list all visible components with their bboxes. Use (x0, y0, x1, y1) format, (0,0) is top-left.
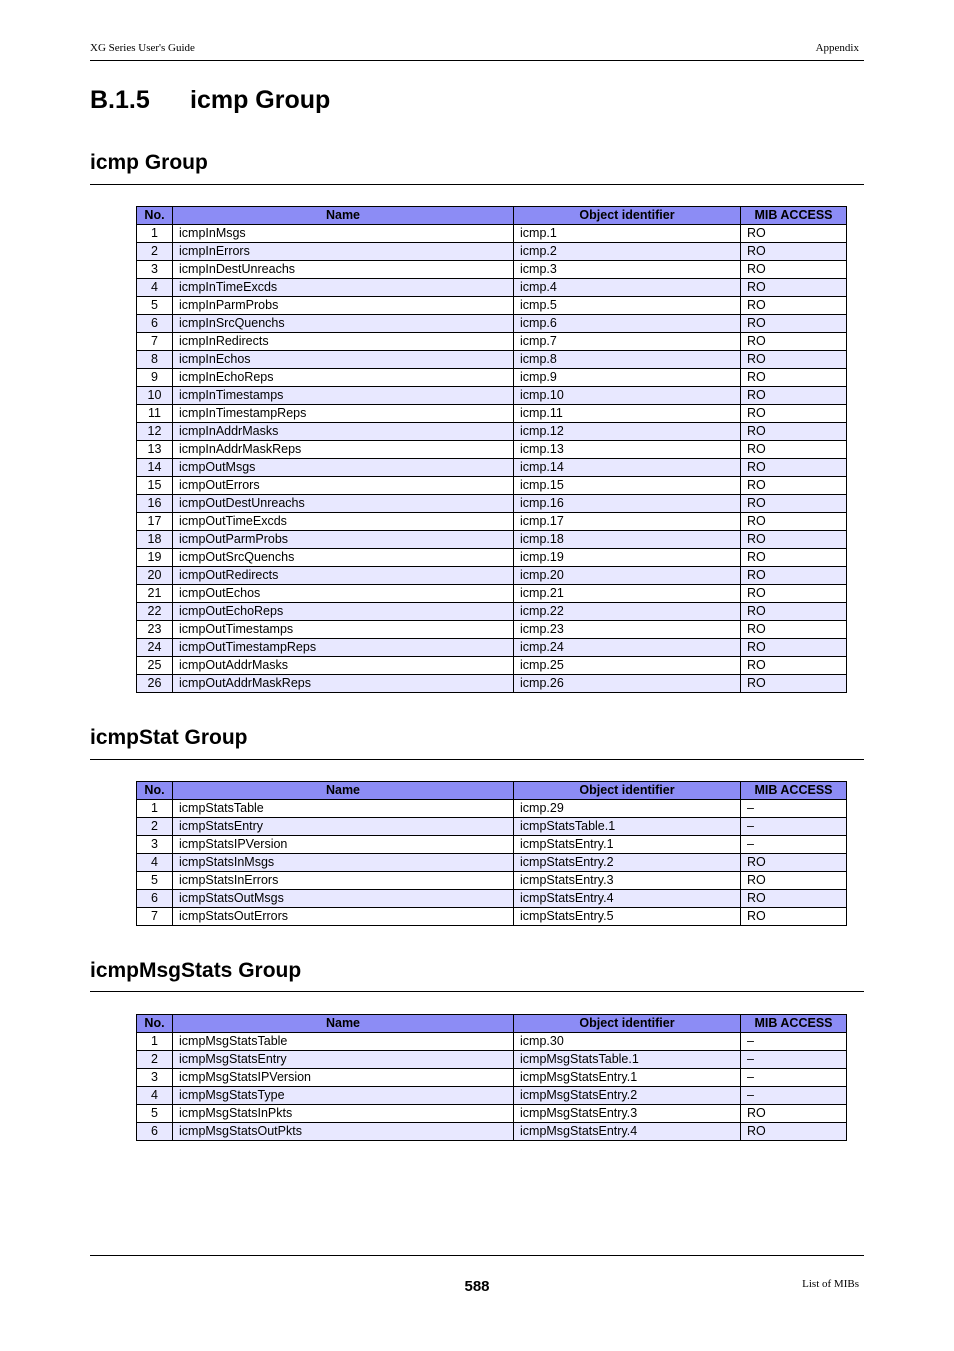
table-row (137, 1069, 847, 1087)
cell-access: RO (741, 531, 847, 549)
cell-oid: icmpStatsTable.1 (514, 818, 741, 836)
cell-oid: icmp.4 (514, 279, 741, 297)
table-row (137, 279, 847, 297)
cell-name: icmpStatsIPVersion (173, 836, 514, 854)
col-header-no: No. (137, 782, 173, 800)
cell-name: icmpOutEchoReps (173, 603, 514, 621)
table-row (137, 315, 847, 333)
cell-no: 11 (137, 405, 173, 423)
cell-no: 5 (137, 1105, 173, 1123)
table-row (137, 1105, 847, 1123)
table-row (137, 351, 847, 369)
table-row (137, 800, 847, 818)
cell-no: 6 (137, 315, 173, 333)
cell-access: – (741, 836, 847, 854)
cell-no: 4 (137, 854, 173, 872)
section-title-icmpstat: icmpStat Group (90, 726, 248, 749)
table-row (137, 441, 847, 459)
cell-name: icmpMsgStatsInPkts (173, 1105, 514, 1123)
section-title-icmpmsgstats: icmpMsgStats Group (90, 959, 302, 982)
cell-no: 5 (137, 872, 173, 890)
cell-name: icmpInParmProbs (173, 297, 514, 315)
cell-name: icmpMsgStatsEntry (173, 1051, 514, 1069)
table-row (137, 477, 847, 495)
col-header-access: MIB ACCESS (741, 207, 847, 225)
cell-name: icmpStatsInErrors (173, 872, 514, 890)
cell-oid: icmpStatsEntry.4 (514, 890, 741, 908)
cell-access: RO (741, 890, 847, 908)
cell-oid: icmp.11 (514, 405, 741, 423)
cell-access: RO (741, 423, 847, 441)
table-row (137, 818, 847, 836)
table-row (137, 513, 847, 531)
col-header-name: Name (173, 1015, 514, 1033)
cell-name: icmpOutSrcQuenchs (173, 549, 514, 567)
cell-oid: icmpStatsEntry.5 (514, 908, 741, 926)
table-row (137, 621, 847, 639)
cell-name: icmpMsgStatsIPVersion (173, 1069, 514, 1087)
table-row (137, 567, 847, 585)
cell-no: 2 (137, 1051, 173, 1069)
cell-access: RO (741, 603, 847, 621)
cell-access: RO (741, 261, 847, 279)
cell-no: 8 (137, 351, 173, 369)
table-row (137, 1033, 847, 1051)
cell-access: RO (741, 1123, 847, 1141)
cell-access: RO (741, 225, 847, 243)
cell-access: RO (741, 405, 847, 423)
cell-access: RO (741, 351, 847, 369)
cell-name: icmpInDestUnreachs (173, 261, 514, 279)
icmp-group-table (136, 206, 847, 693)
cell-no: 22 (137, 603, 173, 621)
cell-oid: icmp.2 (514, 243, 741, 261)
cell-access: RO (741, 585, 847, 603)
cell-name: icmpOutErrors (173, 477, 514, 495)
cell-name: icmpInErrors (173, 243, 514, 261)
cell-oid: icmpMsgStatsEntry.2 (514, 1087, 741, 1105)
cell-oid: icmp.13 (514, 441, 741, 459)
cell-oid: icmp.5 (514, 297, 741, 315)
cell-no: 26 (137, 675, 173, 693)
cell-name: icmpStatsTable (173, 800, 514, 818)
cell-no: 1 (137, 225, 173, 243)
cell-no: 14 (137, 459, 173, 477)
cell-oid: icmp.12 (514, 423, 741, 441)
cell-oid: icmpMsgStatsTable.1 (514, 1051, 741, 1069)
col-header-access: MIB ACCESS (741, 782, 847, 800)
cell-access: RO (741, 495, 847, 513)
table-row (137, 495, 847, 513)
cell-no: 23 (137, 621, 173, 639)
cell-name: icmpInTimeExcds (173, 279, 514, 297)
cell-name: icmpOutTimestampReps (173, 639, 514, 657)
cell-oid: icmp.26 (514, 675, 741, 693)
cell-name: icmpStatsInMsgs (173, 854, 514, 872)
cell-oid: icmp.20 (514, 567, 741, 585)
cell-no: 16 (137, 495, 173, 513)
cell-no: 3 (137, 261, 173, 279)
table-row (137, 657, 847, 675)
cell-name: icmpMsgStatsTable (173, 1033, 514, 1051)
cell-no: 17 (137, 513, 173, 531)
table-row (137, 585, 847, 603)
cell-access: – (741, 1069, 847, 1087)
page-title (90, 86, 330, 115)
cell-name: icmpOutAddrMaskReps (173, 675, 514, 693)
cell-no: 1 (137, 1033, 173, 1051)
table-row (137, 890, 847, 908)
section-rule-icmp (90, 184, 864, 185)
cell-oid: icmp.7 (514, 333, 741, 351)
table-row (137, 549, 847, 567)
cell-name: icmpStatsEntry (173, 818, 514, 836)
cell-oid: icmp.3 (514, 261, 741, 279)
col-header-oid: Object identifier (514, 207, 741, 225)
section-rule-icmpstat (90, 759, 864, 760)
cell-no: 4 (137, 1087, 173, 1105)
cell-access: – (741, 818, 847, 836)
cell-access: RO (741, 1105, 847, 1123)
cell-oid: icmp.8 (514, 351, 741, 369)
cell-name: icmpInSrcQuenchs (173, 315, 514, 333)
cell-no: 4 (137, 279, 173, 297)
table-row (137, 387, 847, 405)
table-row (137, 333, 847, 351)
cell-access: RO (741, 854, 847, 872)
cell-no: 3 (137, 1069, 173, 1087)
cell-oid: icmp.23 (514, 621, 741, 639)
table-header-row (137, 207, 847, 225)
cell-name: icmpInRedirects (173, 333, 514, 351)
footer-rule (90, 1255, 864, 1256)
col-header-no: No. (137, 207, 173, 225)
cell-name: icmpOutDestUnreachs (173, 495, 514, 513)
cell-name: icmpOutAddrMasks (173, 657, 514, 675)
cell-no: 21 (137, 585, 173, 603)
header-rule (90, 60, 864, 61)
table-header-row (137, 1015, 847, 1033)
cell-no: 7 (137, 333, 173, 351)
cell-oid: icmpMsgStatsEntry.4 (514, 1123, 741, 1141)
cell-access: RO (741, 369, 847, 387)
cell-no: 2 (137, 818, 173, 836)
cell-oid: icmpStatsEntry.3 (514, 872, 741, 890)
cell-no: 13 (137, 441, 173, 459)
cell-no: 2 (137, 243, 173, 261)
cell-no: 12 (137, 423, 173, 441)
cell-oid: icmp.29 (514, 800, 741, 818)
cell-name: icmpOutEchos (173, 585, 514, 603)
icmpmsgstats-group-table (136, 1014, 847, 1141)
cell-name: icmpInEchoReps (173, 369, 514, 387)
table-row (137, 836, 847, 854)
cell-access: RO (741, 333, 847, 351)
cell-no: 5 (137, 297, 173, 315)
cell-name: icmpOutParmProbs (173, 531, 514, 549)
cell-no: 6 (137, 1123, 173, 1141)
cell-name: icmpOutMsgs (173, 459, 514, 477)
col-header-access: MIB ACCESS (741, 1015, 847, 1033)
cell-access: RO (741, 279, 847, 297)
table-row (137, 854, 847, 872)
table-row (137, 261, 847, 279)
cell-no: 9 (137, 369, 173, 387)
cell-access: RO (741, 908, 847, 926)
table-row (137, 369, 847, 387)
table-row (137, 225, 847, 243)
cell-access: RO (741, 387, 847, 405)
cell-name: icmpMsgStatsType (173, 1087, 514, 1105)
cell-no: 24 (137, 639, 173, 657)
running-header-left: XG Series User's Guide (90, 42, 195, 54)
col-header-oid: Object identifier (514, 1015, 741, 1033)
running-footer-right: List of MIBs (802, 1278, 859, 1290)
cell-oid: icmp.17 (514, 513, 741, 531)
table-row (137, 872, 847, 890)
cell-name: icmpInTimestamps (173, 387, 514, 405)
page-number: 588 (464, 1278, 490, 1295)
cell-no: 1 (137, 800, 173, 818)
cell-no: 6 (137, 890, 173, 908)
cell-access: RO (741, 549, 847, 567)
cell-oid: icmp.19 (514, 549, 741, 567)
cell-no: 19 (137, 549, 173, 567)
cell-access: RO (741, 513, 847, 531)
cell-access: RO (741, 621, 847, 639)
cell-oid: icmp.18 (514, 531, 741, 549)
cell-oid: icmp.6 (514, 315, 741, 333)
cell-name: icmpInMsgs (173, 225, 514, 243)
cell-oid: icmpMsgStatsEntry.3 (514, 1105, 741, 1123)
table-row (137, 1123, 847, 1141)
table-row (137, 1087, 847, 1105)
cell-oid: icmp.24 (514, 639, 741, 657)
cell-no: 10 (137, 387, 173, 405)
cell-access: RO (741, 297, 847, 315)
cell-access: – (741, 800, 847, 818)
cell-no: 25 (137, 657, 173, 675)
cell-oid: icmpMsgStatsEntry.1 (514, 1069, 741, 1087)
cell-oid: icmp.1 (514, 225, 741, 243)
cell-no: 18 (137, 531, 173, 549)
cell-oid: icmp.14 (514, 459, 741, 477)
cell-no: 7 (137, 908, 173, 926)
table-row (137, 908, 847, 926)
cell-access: RO (741, 477, 847, 495)
col-header-no: No. (137, 1015, 173, 1033)
cell-oid: icmp.16 (514, 495, 741, 513)
cell-name: icmpOutRedirects (173, 567, 514, 585)
running-header-right: Appendix (815, 42, 859, 54)
table-row (137, 639, 847, 657)
table-row (137, 297, 847, 315)
section-rule-icmpmsgstats (90, 991, 864, 992)
col-header-name: Name (173, 207, 514, 225)
cell-access: RO (741, 675, 847, 693)
cell-oid: icmp.10 (514, 387, 741, 405)
cell-name: icmpInAddrMaskReps (173, 441, 514, 459)
cell-name: icmpStatsOutMsgs (173, 890, 514, 908)
cell-no: 15 (137, 477, 173, 495)
cell-oid: icmp.15 (514, 477, 741, 495)
cell-access: RO (741, 639, 847, 657)
cell-name: icmpOutTimeExcds (173, 513, 514, 531)
cell-access: RO (741, 315, 847, 333)
cell-name: icmpInTimestampReps (173, 405, 514, 423)
table-header-row (137, 782, 847, 800)
table-row (137, 423, 847, 441)
table-row (137, 603, 847, 621)
cell-oid: icmp.22 (514, 603, 741, 621)
cell-access: RO (741, 872, 847, 890)
table-row (137, 459, 847, 477)
table-row (137, 531, 847, 549)
cell-access: – (741, 1087, 847, 1105)
cell-no: 3 (137, 836, 173, 854)
cell-access: – (741, 1051, 847, 1069)
cell-access: RO (741, 441, 847, 459)
cell-access: RO (741, 243, 847, 261)
cell-name: icmpMsgStatsOutPkts (173, 1123, 514, 1141)
cell-access: – (741, 1033, 847, 1051)
cell-oid: icmp.25 (514, 657, 741, 675)
cell-access: RO (741, 657, 847, 675)
table-row (137, 1051, 847, 1069)
cell-oid: icmpStatsEntry.1 (514, 836, 741, 854)
table-row (137, 405, 847, 423)
icmpstat-group-table (136, 781, 847, 926)
page-title-number: B.1.5 (90, 86, 150, 114)
page-title-text: icmp Group (190, 86, 331, 114)
cell-access: RO (741, 567, 847, 585)
section-title-icmp: icmp Group (90, 151, 208, 174)
cell-name: icmpOutTimestamps (173, 621, 514, 639)
cell-oid: icmpStatsEntry.2 (514, 854, 741, 872)
cell-access: RO (741, 459, 847, 477)
table-row (137, 243, 847, 261)
col-header-name: Name (173, 782, 514, 800)
col-header-oid: Object identifier (514, 782, 741, 800)
cell-name: icmpInEchos (173, 351, 514, 369)
cell-name: icmpInAddrMasks (173, 423, 514, 441)
cell-no: 20 (137, 567, 173, 585)
cell-oid: icmp.21 (514, 585, 741, 603)
cell-oid: icmp.30 (514, 1033, 741, 1051)
table-row (137, 675, 847, 693)
cell-name: icmpStatsOutErrors (173, 908, 514, 926)
cell-oid: icmp.9 (514, 369, 741, 387)
